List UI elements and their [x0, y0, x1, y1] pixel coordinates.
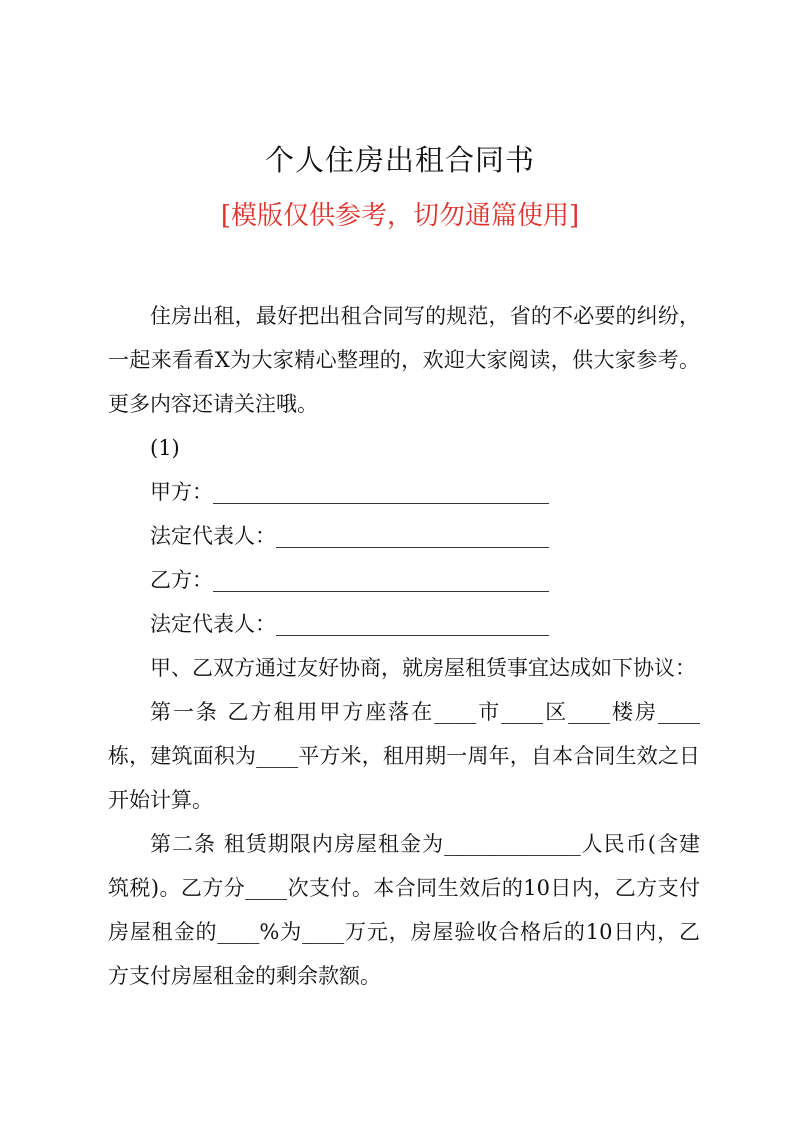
intro-paragraph: 住房出租，最好把出租合同写的规范，省的不必要的纠纷，一起来看看X为大家精心整理的，欢迎大家阅读，供大家参考。更多内容还请关注哦。 — [108, 304, 700, 416]
document-title: 个人住房出租合同书 — [264, 143, 535, 177]
section-number: (1) — [150, 436, 180, 460]
party-b-field: 乙方：________________________________ — [150, 568, 549, 592]
template-notice: [模版仅供参考，切勿通篇使用] — [220, 201, 580, 231]
document-body — [108, 294, 700, 998]
agreement-intro: 甲、乙双方通过友好协商，就房屋租赁事宜达成如下协议： — [150, 656, 696, 680]
party-b-representative-field: 法定代表人：__________________________ — [150, 612, 549, 636]
party-a-field: 甲方：________________________________ — [150, 480, 549, 504]
party-a-representative-field: 法定代表人：__________________________ — [150, 524, 549, 548]
article-1: 第一条 乙方租用甲方座落在____市____区____楼房____栋，建筑面积为____平方米，租用期一周年，自本合同生效之日开始计算。 — [108, 700, 700, 812]
article-2: 第二条 租赁期限内房屋租金为_____________人民币(含建筑税)。乙方分____次支付。本合同生效后的10日内，乙方支付房屋租金的____%为____万元，房屋验收合格后的10日内，乙方支付房屋租金的剩余款额。 — [108, 832, 700, 988]
